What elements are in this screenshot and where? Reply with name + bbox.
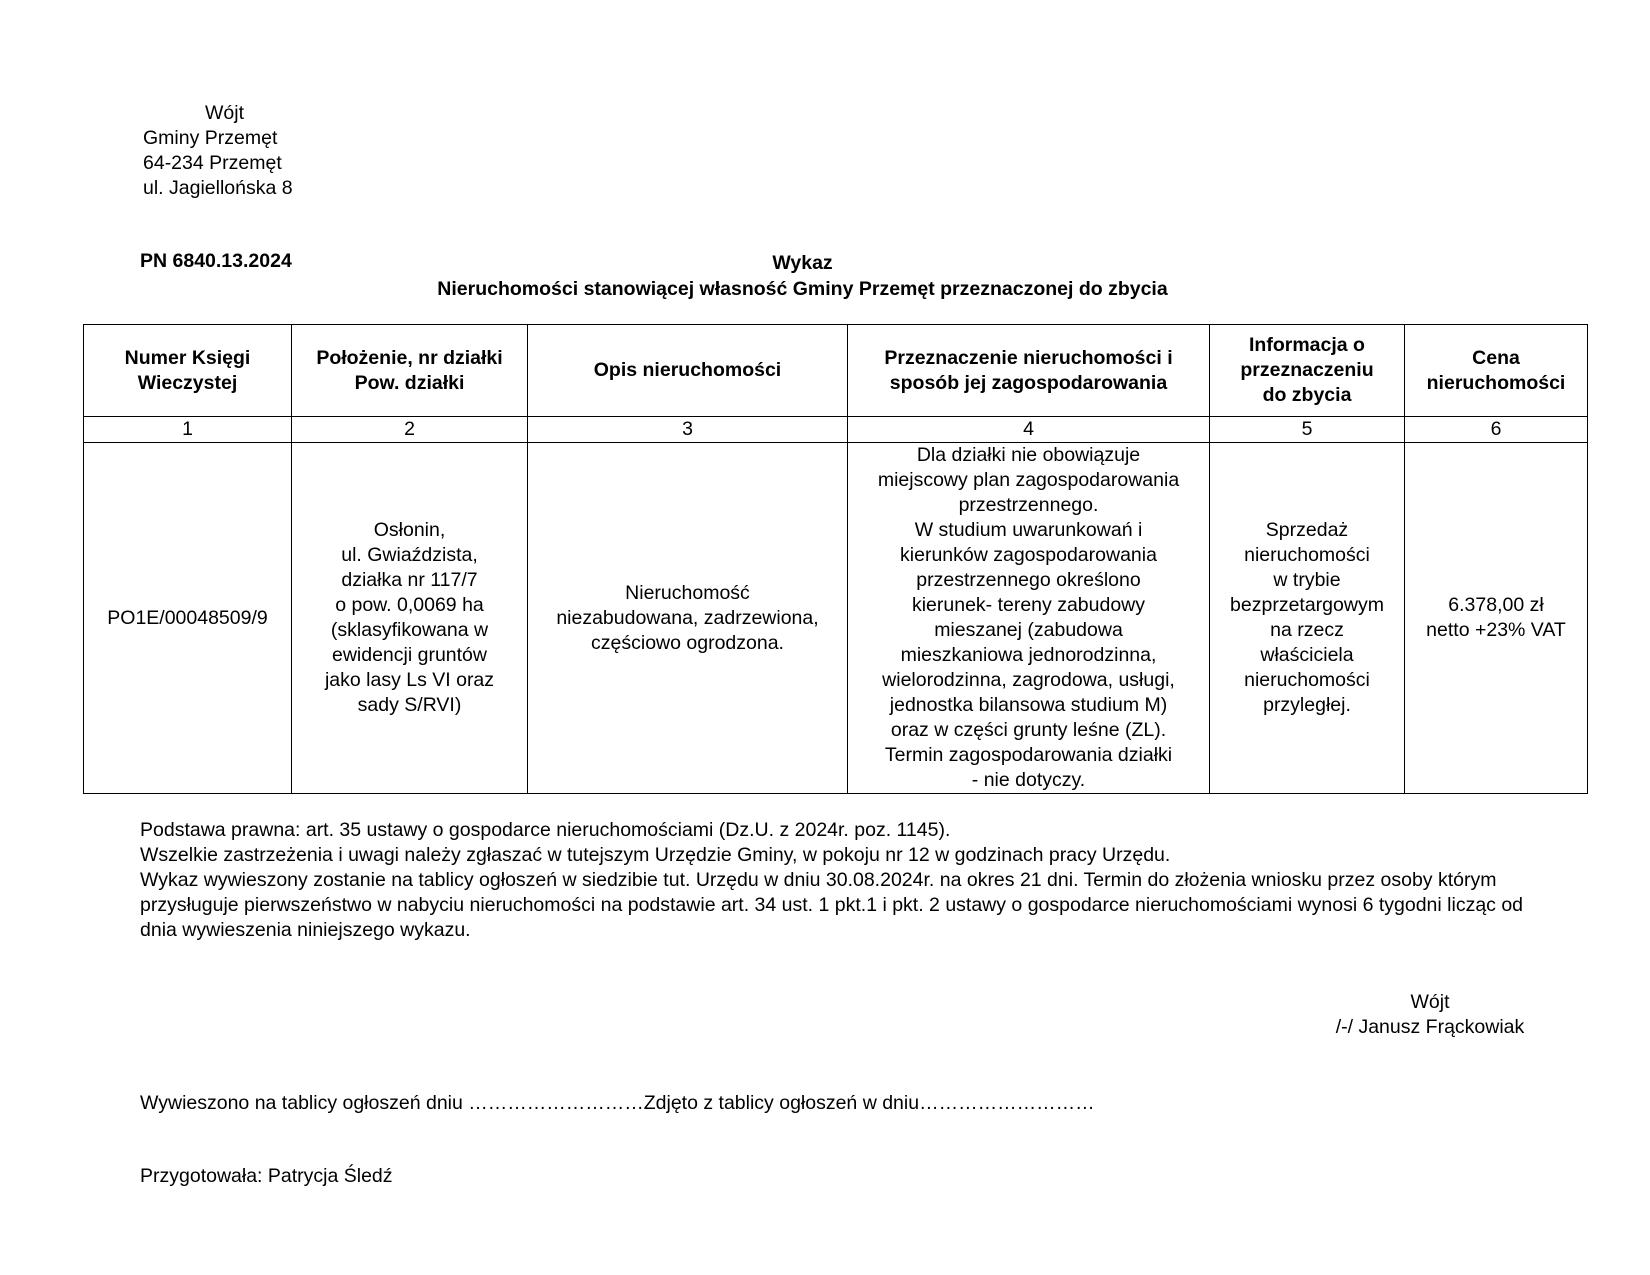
cell-line: 6.378,00 zł — [1448, 594, 1544, 616]
title-main: Wykaz — [772, 252, 833, 274]
cell-line: na rzecz — [1270, 619, 1344, 641]
column-number: 6 — [1405, 417, 1588, 443]
cell-kw — [84, 443, 292, 794]
header-purpose — [848, 325, 1210, 417]
cell-line: Dla działki nie obowiązuje — [916, 444, 1141, 466]
cell-line: bezprzetargowym — [1230, 594, 1384, 616]
cell-line: netto +23% VAT — [1426, 619, 1566, 641]
cell-line: ul. Gwiaździsta, — [341, 544, 478, 566]
column-number: 3 — [528, 417, 848, 443]
cell-line: miejscowy plan zagospodarowania — [877, 469, 1180, 491]
legal-notes — [140, 818, 1560, 943]
cell-line: mieszanej (zabudowa — [934, 619, 1123, 641]
sender-line: 64-234 Przemęt — [143, 152, 282, 174]
legal-basis: Podstawa prawna: art. 35 ustawy o gospodarce nieruchomościami (Dz.U. z 2024r. poz. 1145). — [140, 819, 951, 841]
document-title — [0, 250, 1605, 302]
cell-line: Nieruchomość — [625, 581, 750, 604]
sender-address — [143, 101, 293, 201]
cell-line: jednostka bilansowa studium M) — [889, 694, 1168, 716]
cell-line: wielorodzinna, zagrodowa, usługi, — [882, 669, 1175, 691]
property-table — [83, 324, 1588, 794]
cell-line: kierunków zagospodarowania — [900, 544, 1157, 566]
objections-note: Wszelkie zastrzeżenia i uwagi należy zgłaszać w tutejszym Urzędzie Gminy, w pokoju nr 12 w godzinach pracy Urzędu. — [140, 844, 1171, 866]
header-sale-info — [1210, 325, 1405, 417]
signature-title: Wójt — [1410, 991, 1450, 1013]
column-number: 4 — [848, 417, 1210, 443]
cell-line: sady S/RVI) — [357, 694, 462, 716]
cell-line: nieruchomości — [1244, 544, 1370, 566]
cell-line: przeznaczeniu — [1240, 359, 1374, 381]
cell-line: o pow. 0,0069 ha — [335, 594, 484, 616]
cell-line: Przeznaczenie nieruchomości i — [884, 346, 1173, 369]
cell-line: do zbycia — [1262, 384, 1352, 406]
cell-line: nieruchomości — [1426, 371, 1566, 394]
cell-line: Wieczystej — [137, 371, 238, 394]
cell-line: nieruchomości — [1244, 669, 1370, 691]
cell-line: - nie dotyczy. — [971, 769, 1086, 791]
table-header-row — [84, 325, 1588, 417]
column-number-row — [84, 417, 1588, 443]
signature-block — [1300, 990, 1560, 1040]
title-sub: Nieruchomości stanowiącej własność Gminy Przemęt przeznaczonej do zbycia — [437, 278, 1168, 300]
cell-line: Pow. działki — [354, 371, 465, 394]
cell-line: jako lasy Ls VI oraz — [324, 669, 495, 691]
cell-price — [1405, 443, 1588, 794]
cell-line: Numer Księgi — [124, 346, 251, 369]
cell-line: przestrzennego określono — [916, 569, 1141, 591]
cell-line: Informacja o — [1249, 334, 1365, 356]
cell-line: w trybie — [1273, 569, 1341, 591]
posting-record: Wywieszono na tablicy ogłoszeń dniu ………………………Zdjęto z tablicy ogłoszeń w dniu……………………… — [140, 1092, 1095, 1114]
cell-line: oraz w części grunty leśne (ZL). — [890, 719, 1167, 741]
cell-line: częściowo ogrodzona. — [591, 631, 784, 654]
cell-line: przestrzennego. — [958, 494, 1099, 516]
posting-note: Wykaz wywieszony zostanie na tablicy ogłoszeń w siedzibie tut. Urzędu w dniu 30.08.2024r. na okres 21 dni. Termin do złożenia wniosku przez osoby którym przysługuje pierwszeństwo w nabyciu nieruchomości na podstawie art. 34 ust. 1 pkt.1 i pkt. 2 ustawy o gospodarce nieruchomościami wynosi 6 tygodni licząc od dnia wywieszenia niniejszego wykazu. — [140, 869, 1524, 941]
cell-description — [528, 443, 848, 794]
cell-line: W studium uwarunkowań i — [914, 519, 1143, 541]
cell-line: kierunek- tereny zabudowy — [911, 594, 1146, 616]
cell-line: Opis nieruchomości — [593, 359, 782, 381]
prepared-by: Przygotowała: Patrycja Śledź — [140, 1165, 393, 1187]
sender-line: ul. Jagiellońska 8 — [143, 177, 293, 199]
cell-purpose — [848, 443, 1210, 794]
reference-number: PN 6840.13.2024 — [140, 250, 292, 272]
header-kw — [84, 325, 292, 417]
cell-line: PO1E/00048509/9 — [107, 606, 268, 629]
cell-sale-info — [1210, 443, 1405, 794]
header-description — [528, 325, 848, 417]
cell-line: sposób jej zagospodarowania — [889, 371, 1168, 394]
header-price — [1405, 325, 1588, 417]
column-number: 1 — [84, 417, 292, 443]
sender-line: Gminy Przemęt — [143, 127, 278, 149]
cell-line: Cena — [1472, 346, 1520, 369]
cell-line: niezabudowana, zadrzewiona, — [556, 606, 819, 629]
cell-line: Sprzedaż — [1265, 519, 1349, 541]
table-row — [84, 443, 1588, 794]
cell-line: właściciela — [1260, 644, 1354, 666]
cell-line: (sklasyfikowana w — [330, 619, 489, 641]
column-number: 5 — [1210, 417, 1405, 443]
column-number: 2 — [292, 417, 528, 443]
signature-name: /-/ Janusz Frąckowiak — [1335, 1016, 1525, 1038]
cell-location — [292, 443, 528, 794]
cell-line: Termin zagospodarowania działki — [884, 744, 1173, 766]
cell-line: mieszkaniowa jednorodzinna, — [900, 644, 1157, 666]
sender-line: Wójt — [205, 102, 244, 124]
header-location — [292, 325, 528, 417]
cell-line: ewidencji gruntów — [331, 644, 487, 666]
cell-line: Osłonin, — [373, 519, 446, 541]
cell-line: działka nr 117/7 — [341, 569, 478, 591]
cell-line: przyległej. — [1263, 694, 1351, 716]
cell-line: Położenie, nr działki — [316, 346, 503, 369]
